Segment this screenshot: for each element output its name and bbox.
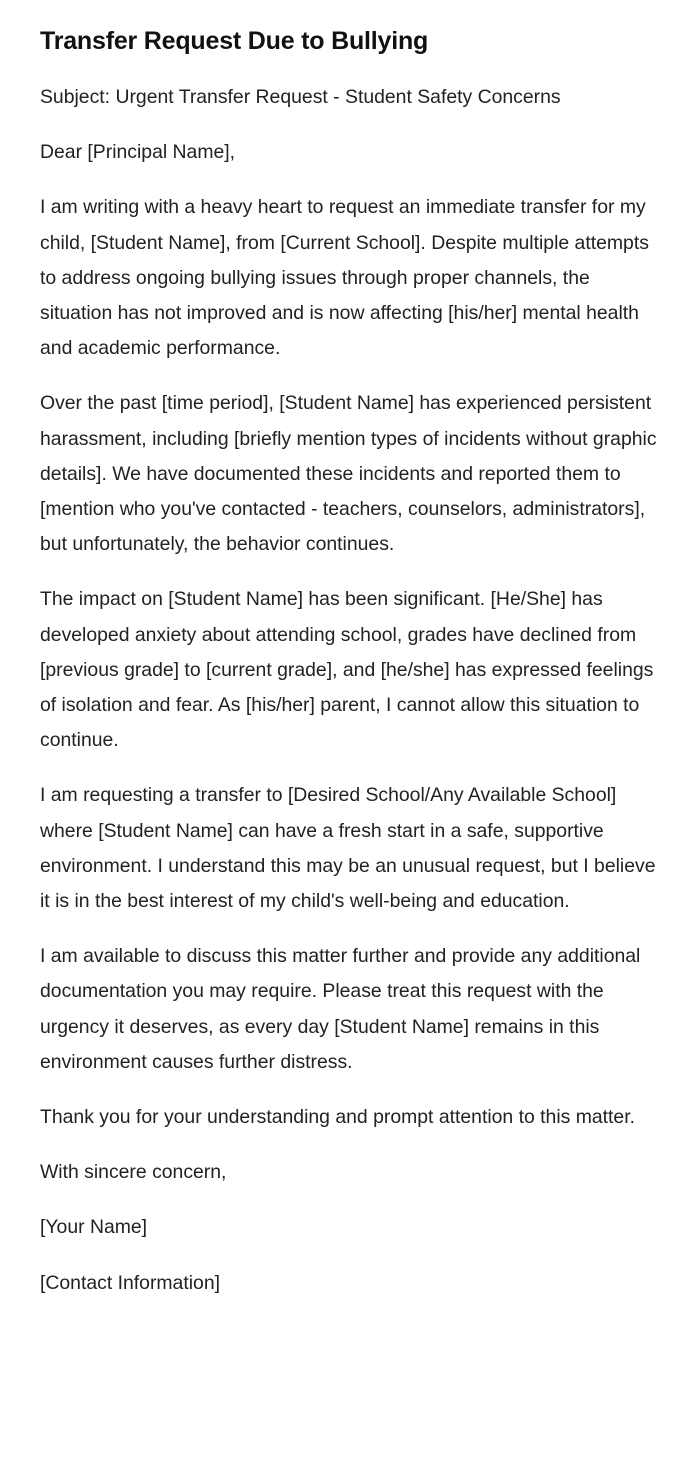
letter-subject: Subject: Urgent Transfer Request - Student Safety Concerns (40, 86, 561, 108)
letter-closing: With sincere concern, (40, 1161, 227, 1184)
letter-paragraph-6: Thank you for your understanding and prompt attention to this matter. (40, 1106, 635, 1129)
letter-contact-info: [Contact Information] (40, 1271, 220, 1294)
letter-salutation: Dear [Principal Name], (40, 141, 236, 164)
letter-signature-name: [Your Name] (40, 1216, 148, 1239)
letter-paragraph-4: I am requesting a transfer to [Desired School/Any Available School] where [Student Name] can have a fresh start in a safe, supportive environment. I understand this may be an unusual request, but I believe it is in the best interest of my child's well-being and education. (40, 784, 656, 913)
letter-paragraph-1: I am writing with a heavy heart to request an immediate transfer for my child, [Student Name], from [Current School]. Despite multiple attempts to address ongoing bullying issues through proper channels, the situation has not improved and is now affecting [his/her] mental health and academic performance. (40, 196, 649, 360)
letter-title: Transfer Request Due to Bullying (40, 27, 429, 55)
letter-paragraph-2: Over the past [time period], [Student Name] has experienced persistent harassment, including [briefly mention types of incidents without graphic details]. We have documented these incidents and reported them to [mention who you've contacted - teachers, counselors, administrators], but unfortunately, the behavior continues. (40, 392, 657, 556)
letter-paragraph-5: I am available to discuss this matter further and provide any additional documentation you may require. Please treat this request with the urgency it deserves, as every day [Student Name] remains in this environment causes further distress. (40, 945, 641, 1073)
letter-paragraph-3: The impact on [Student Name] has been significant. [He/She] has developed anxiety about attending school, grades have declined from [previous grade] to [current grade], and [he/she] has expressed feelings of isolation and fear. As [his/her] parent, I cannot allow this situation to continue. (40, 588, 654, 752)
